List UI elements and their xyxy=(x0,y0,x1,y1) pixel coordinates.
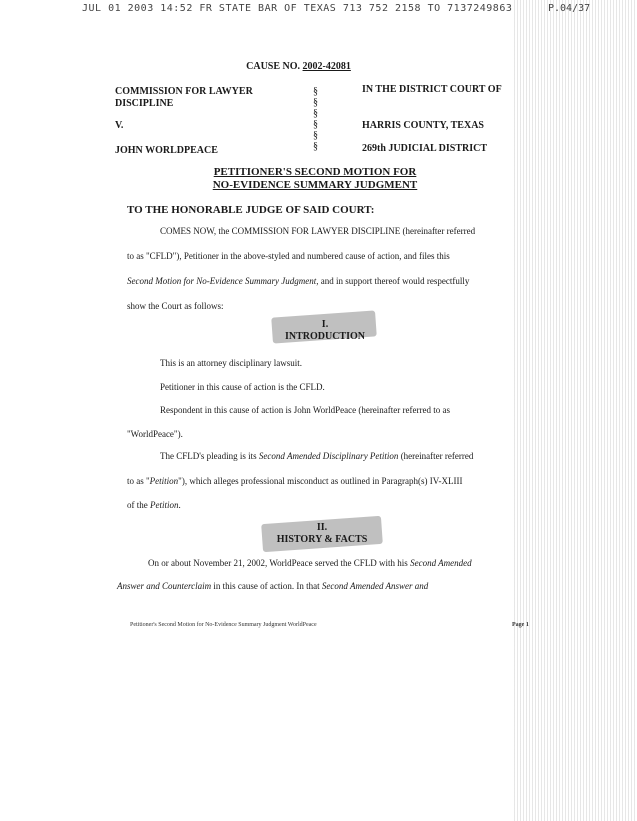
petition-short: Petition xyxy=(149,476,179,486)
section2-heading xyxy=(262,522,382,546)
answer-title: Second Amended xyxy=(410,558,472,568)
section-sign: § xyxy=(313,97,318,108)
section2-numeral: II. xyxy=(316,522,328,533)
cause-number-value: 2002-42081 xyxy=(302,61,351,72)
intro-line1: COMES NOW, the COMMISSION FOR LAWYER DISCIPLINE (hereinafter referred xyxy=(160,226,476,236)
section-sign: § xyxy=(313,86,318,97)
section1-p3b: "WorldPeace"). xyxy=(127,429,183,439)
motion-title-line1: PETITIONER'S SECOND MOTION FOR xyxy=(213,166,417,178)
petition-title: Second Amended Disciplinary Petition xyxy=(258,451,399,461)
motion-title-line2: NO-EVIDENCE SUMMARY JUDGMENT xyxy=(212,179,418,191)
text-span: "), which alleges professional misconduct as outlined in Paragraph(s) IV-XLIII xyxy=(178,476,463,486)
section2-p1b xyxy=(117,581,428,591)
text-span: . xyxy=(178,500,181,510)
salutation: TO THE HONORABLE JUDGE OF SAID COURT: xyxy=(127,204,375,216)
section-sign: § xyxy=(313,108,318,119)
section2-p1a xyxy=(148,558,472,568)
cause-number xyxy=(0,61,617,72)
versus: V. xyxy=(115,120,124,131)
section1-p4c xyxy=(127,500,181,510)
section-sign: § xyxy=(313,141,318,152)
answer-title: Second Amended Answer and xyxy=(321,581,429,591)
section1-p4a xyxy=(160,451,473,461)
section1-p3a: Respondent in this cause of action is John WorldPeace (hereinafter referred to as xyxy=(160,405,451,415)
section1-p4b xyxy=(127,476,462,486)
text-span: to as " xyxy=(127,476,150,486)
motion-title xyxy=(190,166,440,192)
intro-line4: show the Court as follows: xyxy=(127,301,224,311)
court-name: IN THE DISTRICT COURT OF xyxy=(362,84,502,95)
section-sign: § xyxy=(313,130,318,141)
plaintiff-line1: COMMISSION FOR LAWYER xyxy=(115,86,253,97)
section1-heading xyxy=(270,319,380,343)
petition-short: Petition xyxy=(150,500,179,510)
plaintiff-line2: DISCIPLINE xyxy=(115,98,174,109)
section1-p2: Petitioner in this cause of action is the CFLD. xyxy=(160,382,325,392)
intro-line3-rest: , and in support thereof would respectfully xyxy=(316,276,470,286)
fax-page-number: P.04/37 xyxy=(548,3,591,14)
text-span: On or about November 21, 2002, WorldPeace served the CFLD with his xyxy=(148,558,411,568)
text-span: (hereinafter referred xyxy=(398,451,474,461)
footer-document-title: Petitioner's Second Motion for No-Evidence Summary Judgment WorldPeace xyxy=(130,622,317,628)
text-span: The CFLD's pleading is its xyxy=(160,451,259,461)
text-span: in this cause of action. In that xyxy=(211,581,322,591)
section1-numeral: I. xyxy=(321,319,329,330)
section1-p1: This is an attorney disciplinary lawsuit. xyxy=(160,358,302,368)
scan-edge-noise xyxy=(512,0,637,821)
footer-page-number: Page 1 xyxy=(512,622,529,628)
county-name: HARRIS COUNTY, TEXAS xyxy=(362,120,484,131)
section2-title: HISTORY & FACTS xyxy=(276,534,368,545)
fax-header: JUL 01 2003 14:52 FR STATE BAR OF TEXAS 713 752 2158 TO 7137249863 xyxy=(82,3,513,14)
text-span: of the xyxy=(127,500,150,510)
intro-line3 xyxy=(127,276,469,286)
intro-line2: to as "CFLD"), Petitioner in the above-styled and numbered cause of action, and files this xyxy=(127,251,450,261)
intro-motion-title: Second Motion for No-Evidence Summary Judgment xyxy=(127,276,317,286)
district-name: 269th JUDICIAL DISTRICT xyxy=(362,143,488,154)
section1-title: INTRODUCTION xyxy=(284,331,365,342)
defendant-name: JOHN WORLDPEACE xyxy=(115,145,218,156)
section-sign: § xyxy=(313,119,318,130)
cause-label: CAUSE NO. xyxy=(246,61,301,72)
answer-title: Answer and Counterclaim xyxy=(117,581,212,591)
